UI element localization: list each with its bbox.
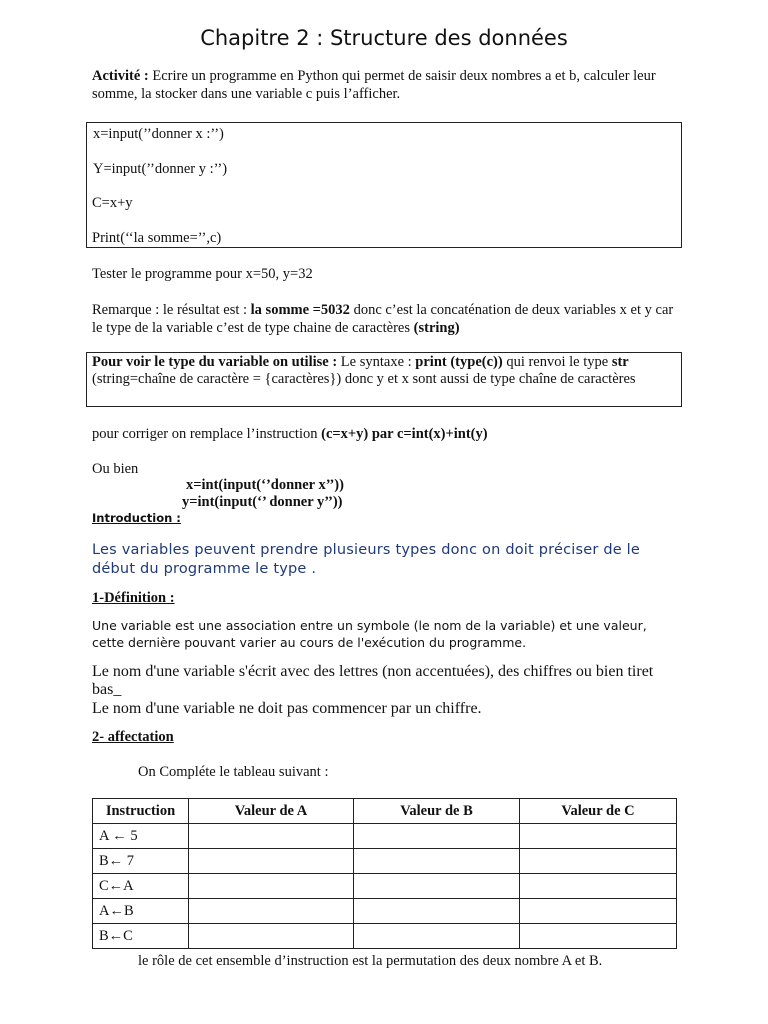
- remark-prefix: Remarque : le résultat est :: [92, 302, 251, 318]
- table-row: [93, 824, 677, 849]
- alt-code-line-2: y=int(input(‘’ donner y’’)): [182, 494, 343, 510]
- remark-type: (string): [413, 320, 460, 336]
- type-box-text: [92, 353, 676, 388]
- table-cell-empty[interactable]: [520, 899, 677, 924]
- activity-text: Ecrire un programme en Python qui permet de saisir deux nombres a et b, calculer leur somme, la stocker dans une variable c puis l’afficher.: [92, 68, 656, 102]
- table-header: Valeur de B: [354, 799, 520, 824]
- page-title: Chapitre 2 : Structure des données: [200, 26, 568, 50]
- table-cell-empty[interactable]: [520, 849, 677, 874]
- table-cell-empty[interactable]: [354, 899, 520, 924]
- affectation-instruction: On Compléte le tableau suivant :: [138, 764, 329, 780]
- ou-bien: Ou bien: [92, 461, 139, 477]
- table-cell-empty[interactable]: [520, 924, 677, 949]
- table-header: Valeur de C: [520, 799, 677, 824]
- table-cell-empty[interactable]: [354, 849, 520, 874]
- code-line-3: C=x+y: [92, 195, 133, 211]
- type-box: [86, 352, 682, 407]
- type-box-heading: Pour voir le type du variable on utilise :: [92, 354, 338, 370]
- code-line-2: Y=input(’’donner y :’’): [93, 161, 228, 177]
- activity-label: Activité :: [92, 68, 149, 84]
- table-header: Valeur de A: [189, 799, 354, 824]
- definition-line-2: cette dernière pouvant varier au cours de l'exécution du programme.: [92, 635, 527, 650]
- introduction-label: Introduction :: [92, 511, 181, 525]
- table-cell-empty[interactable]: [189, 849, 354, 874]
- table-cell-instruction: B← 7: [93, 849, 189, 874]
- type-box-syntax: print (type(c)): [415, 354, 503, 370]
- type-box-text3: (string=chaîne de caractère = {caractères}) donc y et x sont aussi de type chaîne de caractères: [92, 371, 636, 387]
- affectation-table: [92, 798, 677, 949]
- table-header: Instruction: [93, 799, 189, 824]
- naming-line-1: Le nom d'une variable s'écrit avec des lettres (non accentuées), des chiffres ou bien tiret bas_: [92, 663, 654, 698]
- table-row: [93, 924, 677, 949]
- correction-line: [92, 425, 682, 443]
- table-cell-empty[interactable]: [520, 824, 677, 849]
- intro-text: Les variables peuvent prendre plusieurs types donc on doit préciser de le début du programme le type .: [92, 542, 641, 577]
- table-cell-empty[interactable]: [520, 874, 677, 899]
- remark-middle: donc c’est la concaténation de deux variables x et y car le type de la variable c’est de type chaine de caractères: [92, 302, 674, 336]
- definition-heading: 1-Définition :: [92, 590, 175, 606]
- affectation-heading: 2- affectation: [92, 729, 174, 745]
- table-cell-empty[interactable]: [189, 824, 354, 849]
- type-box-str: str: [611, 354, 629, 370]
- remark-result: la somme =5032: [250, 302, 350, 318]
- table-cell-empty[interactable]: [189, 924, 354, 949]
- type-box-text2: qui renvoi le type: [502, 354, 612, 370]
- table-cell-empty[interactable]: [354, 924, 520, 949]
- naming-line-2: Le nom d'une variable ne doit pas commencer par un chiffre.: [92, 700, 482, 717]
- conclusion: le rôle de cet ensemble d’instruction est la permutation des deux nombre A et B.: [138, 953, 603, 969]
- table-row: [93, 849, 677, 874]
- table-cell-empty[interactable]: [354, 874, 520, 899]
- alt-code-line-1: x=int(input(‘’donner x’’)): [186, 477, 344, 493]
- type-box-text1: Le syntaxe :: [337, 354, 416, 370]
- table-row: [93, 899, 677, 924]
- correction-code: (c=x+y) par c=int(x)+int(y): [321, 426, 488, 442]
- code-box: [86, 122, 682, 248]
- definition-line-1: Une variable est une association entre un symbole (le nom de la variable) et une valeur,: [92, 618, 647, 633]
- test-line: Tester le programme pour x=50, y=32: [92, 266, 313, 282]
- table-cell-instruction: B←C: [93, 924, 189, 949]
- table-cell-empty[interactable]: [354, 824, 520, 849]
- code-line-1: x=input(’’donner x :’’): [93, 126, 224, 142]
- table-cell-empty[interactable]: [189, 899, 354, 924]
- table-cell-empty[interactable]: [189, 874, 354, 899]
- correction-text: pour corriger on remplace l’instruction: [92, 426, 322, 442]
- table-row: [93, 874, 677, 899]
- code-line-4: Print(‘‘la somme=’’,c): [92, 230, 222, 246]
- table-cell-instruction: C←A: [93, 874, 189, 899]
- table-cell-instruction: A ← 5: [93, 824, 189, 849]
- remark-paragraph: [92, 301, 682, 337]
- activity-paragraph: [92, 67, 682, 103]
- table-cell-instruction: A←B: [93, 899, 189, 924]
- table-header-row: [93, 799, 677, 824]
